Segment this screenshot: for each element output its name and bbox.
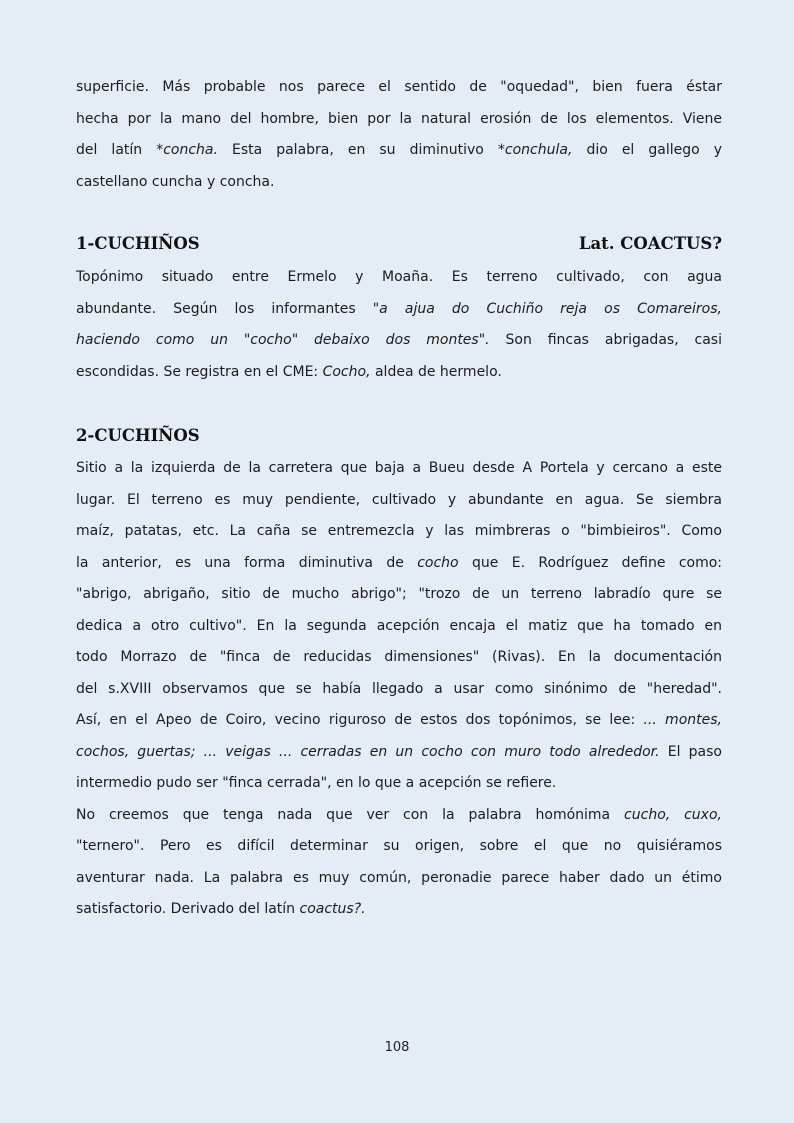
section-2-title: 2-CUCHIÑOS (76, 426, 200, 445)
text-line: del s.XVIII observamos que se había llegado a usar como sinónimo de "heredad". (76, 680, 722, 697)
italic-term: cucho, cuxo, (624, 806, 722, 823)
page-number: 108 (384, 1040, 410, 1055)
text-line: maíz, patatas, etc. La caña se entremezcla y las mimbreras o "bimbieiros". Como (76, 523, 722, 539)
text-line: satisfactorio. Derivado del latín coactus?. (76, 901, 366, 917)
text-line: "ternero". Pero es difícil determinar su origen, sobre el que no quisiéramos (76, 838, 722, 854)
text-line: superficie. Más probable nos parece el sentido de "oquedad", bien fuera éstar (76, 79, 722, 95)
text-line: dedica a otro cultivo". En la segunda acepción encaja el matiz que ha tomado en (76, 617, 722, 634)
text-line: Así, en el Apeo de Coiro, vecino riguroso de estos dos topónimos, se lee: ... montes, (76, 712, 722, 728)
text-line: abundante. Según los informantes "a ajua do Cuchiño reja os Comareiros, (76, 300, 722, 317)
text-line: Sitio a la izquierda de la carretera que baja a Bueu desde A Portela y cercano a este (76, 460, 722, 476)
text-line: castellano cuncha y concha. (76, 173, 275, 190)
italic-quote: "a ajua do Cuchiño reja os Comareiros, (372, 300, 722, 317)
text-line: Topónimo situado entre Ermelo y Moaña. Es terreno cultivado, con agua (76, 269, 722, 285)
section-1-title: 1-CUCHIÑOS (76, 234, 200, 253)
text-line: No creemos que tenga nada que ver con la palabra homónima cucho, cuxo, (76, 806, 722, 823)
text-line: la anterior, es una forma diminutiva de cocho que E. Rodríguez define como: (76, 554, 723, 571)
text-line: todo Morrazo de "finca de reducidas dimensiones" (Rivas). En la documentación (76, 649, 722, 665)
section-2-heading (76, 426, 722, 445)
section-1-etymon: Lat. COACTUS? (578, 234, 722, 253)
text-line: aventurar nada. La palabra es muy común, peronadie parece haber dado un étimo (76, 869, 722, 886)
text-line: del latín *concha. Esta palabra, en su diminutivo *conchula, dio el gallego y (76, 142, 722, 158)
italic-term: *concha. (156, 142, 218, 158)
italic-term: Cocho, (322, 363, 371, 380)
italic-quote: haciendo como un "cocho" debaixo dos montes". (76, 332, 490, 348)
section-1-paragraph (76, 262, 722, 388)
italic-quote: ... montes, (643, 712, 722, 728)
italic-term: cocho (417, 554, 459, 571)
text-line: lugar. El terreno es muy pendiente, cultivado y abundante en agua. Se siembra (76, 491, 722, 508)
text-line: intermedio pudo ser "finca cerrada", en lo que a acepción se refiere. (76, 775, 557, 791)
text-line: escondidas. Se registra en el CME: Cocho, aldea de hermelo. (76, 363, 502, 380)
italic-term: *conchula, (497, 142, 573, 158)
intro-paragraph (76, 72, 722, 198)
text-line: hecha por la mano del hombre, bien por la natural erosión de los elementos. Viene (76, 110, 722, 127)
italic-quote: cochos, guertas; ... veigas ... cerradas en un cocho con muro todo alrededor. (76, 743, 660, 760)
text-line: cochos, guertas; ... veigas ... cerradas en un cocho con muro todo alrededor. El paso (76, 743, 722, 760)
section-2-paragraph (76, 453, 722, 926)
text-line: "abrigo, abrigaño, sitio de mucho abrigo"; "trozo de un terreno labradío qure se (76, 586, 722, 602)
text-line: haciendo como un "cocho" debaixo dos montes". Son fincas abrigadas, casi (76, 332, 722, 348)
italic-term: coactus?. (299, 901, 366, 917)
section-1-heading (76, 234, 722, 253)
